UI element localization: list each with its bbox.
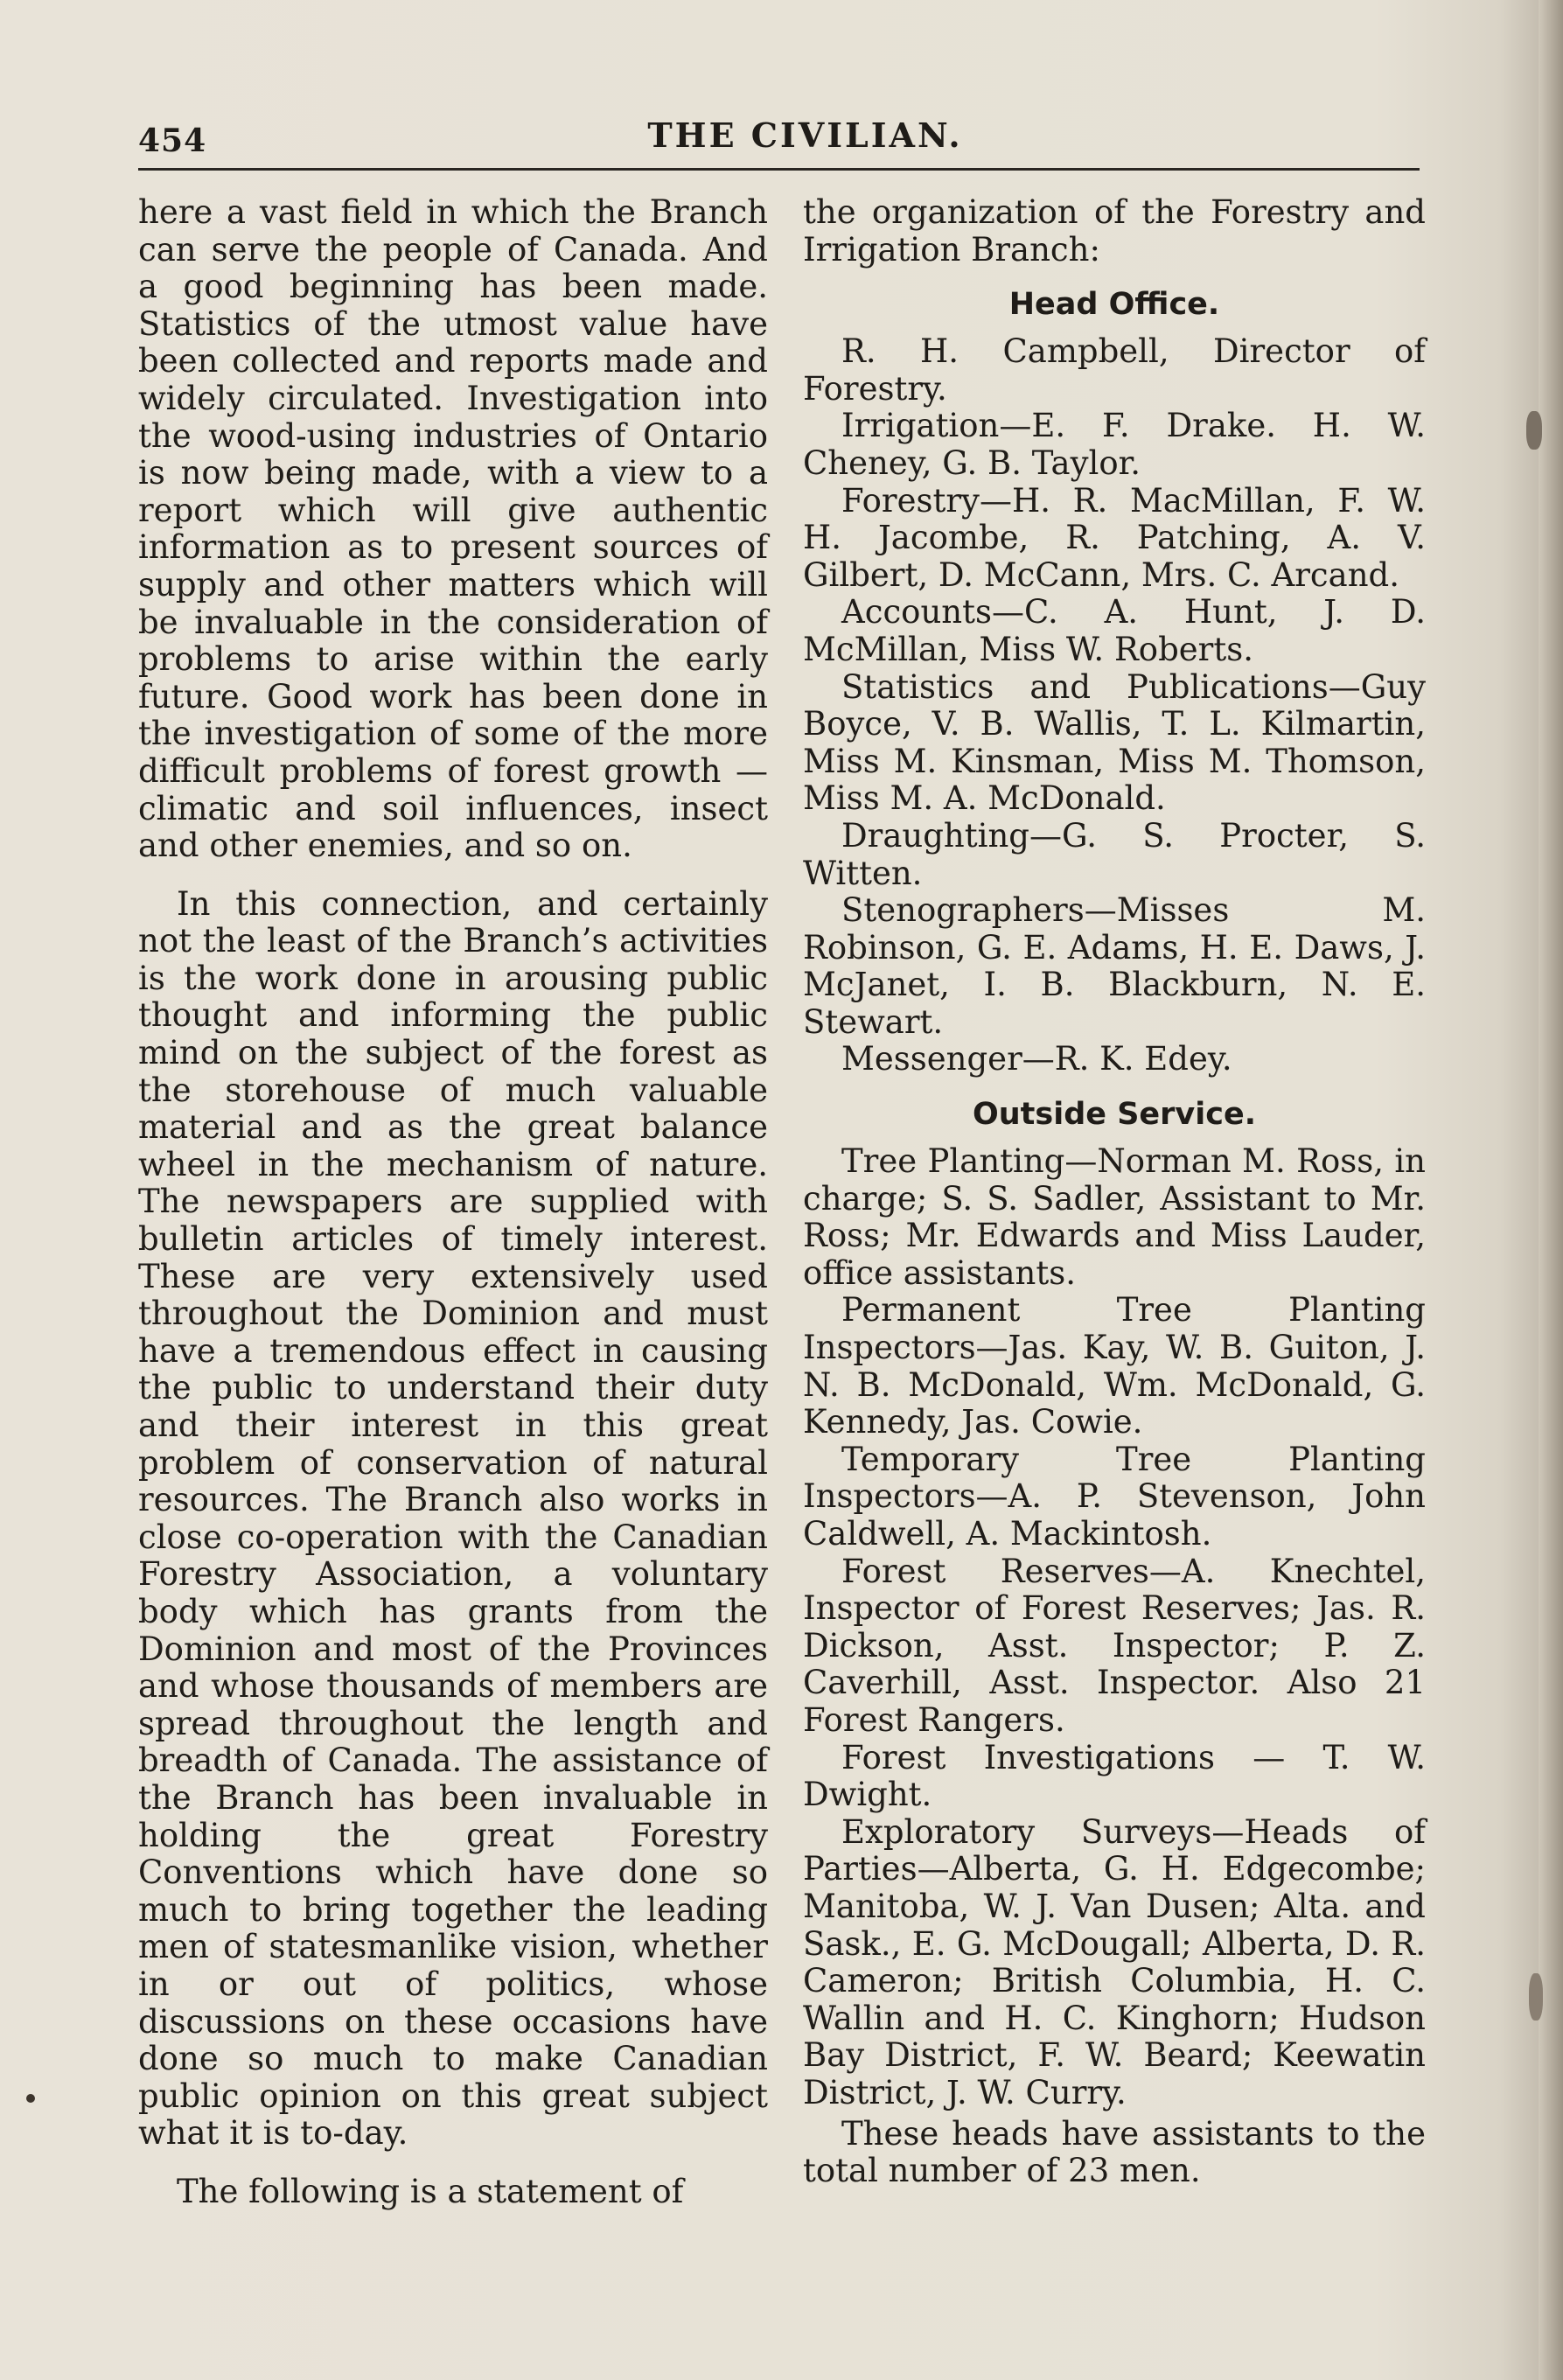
staff-entry: Temporary Tree Planting Inspectors—A. P. Stevenson, John Caldwell, A. Mackintosh. xyxy=(803,1440,1426,1553)
outside-service-heading: Outside Service. xyxy=(972,1097,1256,1133)
binding-mark xyxy=(1526,411,1542,450)
staff-entry: Stenographers—Misses M. Robinson, G. E. Adams, H. E. Daws, J. McJanet, I. B. Blackburn, N. E. Stewart. xyxy=(803,891,1426,1041)
body-paragraph: In this connection, and certainly not the least of the Branch’s activities is the work done in arousing public thought and informing the public mind on the subject of the forest as the storehouse of much valuable material and as the great balance wheel in the mechanism of nature. The newspapers are supplied with bulletin articles of timely interest. These are very extensively used throughout the Dominion and must have a tremendous effect in causing the public to understand their duty and their interest in this great problem of conservation of natural resources. The Branch also works in close co-operation with the Canadian Forestry Association, a voluntary body which has grants from the Dominion and most of the Provinces and whose thousands of members are spread throughout the length and breadth of Canada. The assistance of the Branch has been invaluable in holding the great Forestry Conventions which have done so much to bring together the leading men of statesmanlike vision, whether in or out of politics, whose discussions on these occasions have done so much to make Canadian public opinion on this great subject what it is to-day. xyxy=(138,884,768,2153)
staff-entry: Accounts—C. A. Hunt, J. D. McMillan, Miss W. Roberts. xyxy=(803,593,1426,668)
binding-mark xyxy=(1529,1973,1543,2021)
page-header xyxy=(138,112,1420,164)
staff-entry: Draughting—G. S. Procter, S. Witten. xyxy=(803,816,1426,892)
body-paragraph: The following is a statement of xyxy=(177,2172,684,2210)
staff-entry: Exploratory Surveys—Heads of Parties—Alberta, G. H. Edgecombe; Manitoba, W. J. Van Dusen; Alta. and Sask., E. G. McDougall; Alberta, D. R. Cameron; British Columbia, H. C. Wallin and H. C. Kinghorn; Hudson Bay District, F. W. Beard; Keewatin District, J. W. Curry. xyxy=(803,1812,1426,2111)
page-binding-edge xyxy=(1539,0,1563,2380)
staff-entry: Statistics and Publications—Guy Boyce, V. B. Wallis, T. L. Kilmartin, Miss M. Kinsman, Miss M. Thomson, Miss M. A. McDonald. xyxy=(803,667,1426,818)
page-number: 454 xyxy=(138,122,207,159)
left-column xyxy=(138,194,768,2210)
header-rule xyxy=(138,168,1420,171)
ink-speck xyxy=(26,2094,35,2103)
organization-intro: the organization of the Forestry and Irrigation Branch: xyxy=(803,193,1426,269)
staff-entry: Tree Planting—Norman M. Ross, in charge; S. S. Sadler, Assistant to Mr. Ross; Mr. Edwards and Miss Lauder, office assistants. xyxy=(803,1142,1426,1292)
staff-entry: Forest Reserves—A. Knechtel, Inspector of Forest Reserves; Jas. R. Dickson, Asst. Inspector; P. Z. Caverhill, Asst. Inspector. Also 21 Forest Rangers. xyxy=(803,1552,1426,1739)
staff-entry: Permanent Tree Planting Inspectors—Jas. Kay, W. B. Guiton, J. N. B. McDonald, Wm. McDonald, G. Kennedy, Jas. Cowie. xyxy=(803,1291,1426,1441)
staff-entry: Messenger—R. K. Edey. xyxy=(841,1040,1232,1078)
running-title: THE CIVILIAN. xyxy=(647,115,963,155)
staff-entry: Forest Investigations — T. W. Dwight. xyxy=(803,1738,1426,1814)
head-office-heading: Head Office. xyxy=(1008,287,1220,323)
staff-entry: Forestry—H. R. MacMillan, F. W. H. Jacombe, R. Patching, A. V. Gilbert, D. McCann, Mrs. C. Arcand. xyxy=(803,481,1426,594)
body-paragraph: here a vast field in which the Branch can serve the people of Canada. And a good beginning has been made. Statistics of the utmost value have been collected and reports made and widely circulated. Investigation into the wood-using industries of Ontario is now being made, with a view to a report which will give authentic information as to present sources of supply and other matters which will be invaluable in the consideration of problems to arise within the early future. Good work has been done in the investigation of some of the more difficult problems of forest growth — climatic and soil influences, insect and other enemies, and so on. xyxy=(138,193,768,865)
staff-entry: Irrigation—E. F. Drake. H. W. Cheney, G. B. Taylor. xyxy=(803,407,1426,482)
staff-entry: R. H. Campbell, Director of Forestry. xyxy=(803,332,1426,408)
right-column xyxy=(803,194,1426,2190)
closing-statement: These heads have assistants to the total number of 23 men. xyxy=(803,2114,1426,2190)
